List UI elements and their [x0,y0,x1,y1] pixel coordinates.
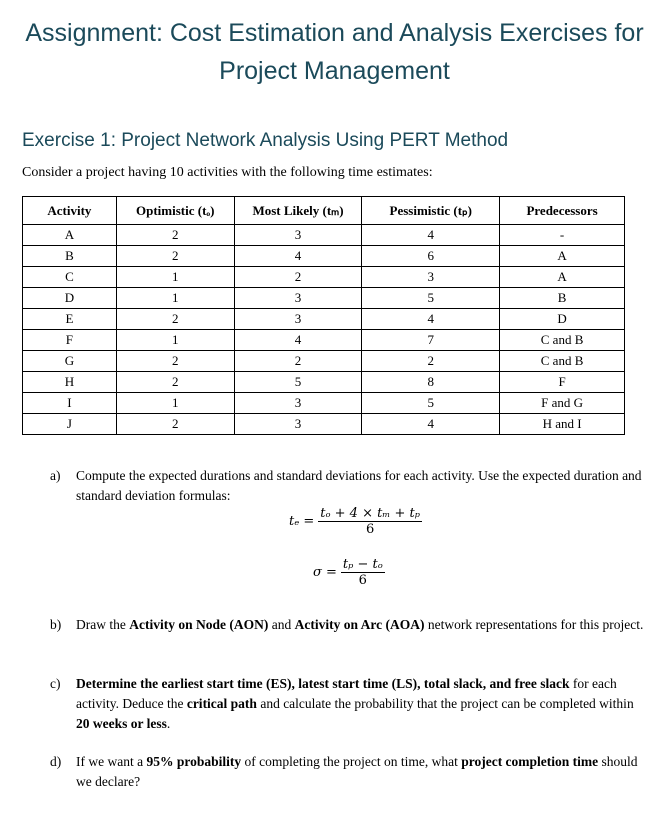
column-header: Predecessors [500,197,625,225]
expected-duration-formula [289,506,422,537]
table-cell: 2 [362,351,500,372]
question-label: b) [50,617,62,632]
column-header: Activity [23,197,117,225]
table-cell: 2 [234,351,362,372]
table-cell: A [500,267,625,288]
table-cell: H and I [500,414,625,435]
table-cell: D [500,309,625,330]
formula-denominator: 6 [365,522,375,537]
table-cell: 5 [362,393,500,414]
formula-numerator: tₚ − tₒ [342,557,383,572]
table-cell: D [23,288,117,309]
column-header: Pessimistic (tₚ) [362,197,500,225]
question-b [50,615,648,635]
table-cell: - [500,225,625,246]
table-cell: 3 [362,267,500,288]
question-text: If we want a 95% probability of completing the project on time, what project completion time should we declare? [76,754,638,789]
question-label: d) [50,754,62,769]
formula-lhs: σ = [313,565,337,580]
table-row [23,372,625,393]
exercise-heading: Exercise 1: Project Network Analysis Using PERT Method [22,130,509,151]
table-cell: 1 [116,330,234,351]
std-dev-formula [313,557,385,588]
table-cell: I [23,393,117,414]
table-cell: 5 [362,288,500,309]
question-text: Draw the Activity on Node (AON) and Activity on Arc (AOA) network representations for this project. [76,617,644,632]
table-cell: 2 [116,414,234,435]
table-cell: H [23,372,117,393]
activity-table [22,196,625,435]
table-cell: J [23,414,117,435]
table-cell: 4 [234,246,362,267]
table-row [23,288,625,309]
table-cell: 2 [116,309,234,330]
table-cell: F [23,330,117,351]
table-row [23,393,625,414]
question-label: c) [50,676,61,691]
table-cell: A [500,246,625,267]
table-cell: 3 [234,393,362,414]
table-row [23,246,625,267]
table-cell: 2 [116,246,234,267]
table-cell: 2 [116,225,234,246]
table-cell: 4 [362,414,500,435]
table-row [23,414,625,435]
table-cell: 6 [362,246,500,267]
table-row [23,330,625,351]
formula-denominator: 6 [358,573,367,588]
table-cell: 4 [362,309,500,330]
table-cell: 5 [234,372,362,393]
question-label: a) [50,468,61,483]
table-cell: C [23,267,117,288]
table-row [23,309,625,330]
question-text: Compute the expected durations and standard deviations for each activity. Use the expected duration and standard deviation formulas: [76,468,642,503]
table-cell: 3 [234,225,362,246]
column-header: Most Likely (tₘ) [234,197,362,225]
question-text: Determine the earliest start time (ES), latest start time (LS), total slack, and free slack for each activity. Deduce the critical path and calculate the probability that the project can be completed within 20 weeks or less. [76,676,634,731]
table-cell: 4 [362,225,500,246]
question-a [50,466,648,506]
table-cell: 2 [116,372,234,393]
table-row [23,267,625,288]
table-cell: 3 [234,288,362,309]
table-cell: F [500,372,625,393]
table-cell: A [23,225,117,246]
table-cell: 3 [234,414,362,435]
table-cell: 1 [116,267,234,288]
formula-lhs: tₑ = [289,514,315,529]
table-cell: 4 [234,330,362,351]
table-cell: F and G [500,393,625,414]
table-cell: B [500,288,625,309]
table-cell: 2 [116,351,234,372]
formula-numerator: tₒ + 4 × tₘ + tₚ [320,506,420,521]
table-cell: C and B [500,330,625,351]
table-cell: B [23,246,117,267]
table-cell: 3 [234,309,362,330]
table-cell: 7 [362,330,500,351]
question-d [50,752,648,792]
table-cell: E [23,309,117,330]
table-cell: G [23,351,117,372]
table-row [23,351,625,372]
table-cell: C and B [500,351,625,372]
table-cell: 8 [362,372,500,393]
intro-text: Consider a project having 10 activities with the following time estimates: [22,165,433,180]
table-cell: 1 [116,288,234,309]
table-row [23,225,625,246]
document-title: Assignment: Cost Estimation and Analysis Exercises for Project Management [25,19,644,85]
table-cell: 1 [116,393,234,414]
table-cell: 2 [234,267,362,288]
question-c [50,674,648,734]
column-header: Optimistic (tₒ) [116,197,234,225]
